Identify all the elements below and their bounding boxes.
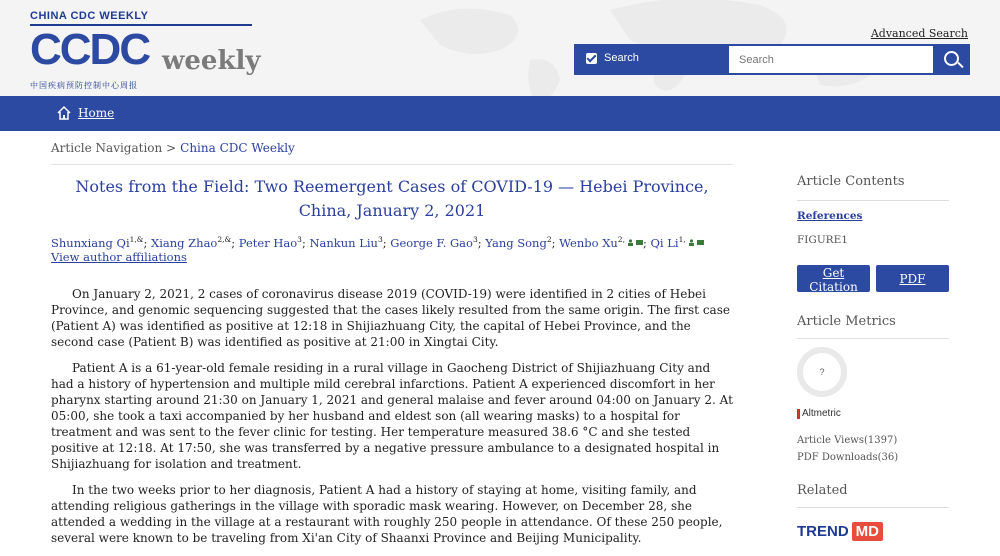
search-icon (944, 51, 959, 66)
article-metrics-heading: Article Metrics (797, 314, 896, 329)
body-paragraph: In the two weeks prior to her diagnosis, Patient A had a history of staying at home, visiting family, and attending religious gatherings in the village with sporadic mask wearing. However, on December 28, she attended a wedding in the village at a restaurant with roughly 250 people in attendance. Of these 250 people, several were known to be traveling from Xi'an City of Shaanxi Province and Beijing Municipality. (51, 483, 723, 545)
author-sep: ; (231, 235, 236, 250)
author-sep: ; (477, 235, 482, 250)
author-sup: 1, (678, 235, 686, 244)
search-input[interactable] (729, 46, 933, 73)
logo-main-text: CCDC (30, 25, 150, 74)
main-navbar (0, 96, 1000, 131)
article-body (51, 286, 733, 556)
pdf-downloads: PDF Downloads(36) (797, 452, 899, 463)
trendmd-md: MD (852, 522, 883, 541)
home-link-label: Home (78, 106, 115, 120)
author-sup: 3 (472, 235, 478, 244)
author-link[interactable]: Nankun Liu (309, 235, 378, 250)
trendmd-trend: TREND (797, 523, 849, 540)
breadcrumb (51, 141, 295, 155)
corresponding-author-icon[interactable] (627, 239, 634, 246)
get-citation-button[interactable]: Get Citation (797, 265, 870, 292)
author-sup: 2 (546, 235, 552, 244)
author-link[interactable]: Xiang Zhao (151, 235, 218, 250)
figure-link[interactable]: FIGURE1 (797, 234, 848, 246)
altmetric-score: ? (819, 367, 825, 377)
view-affiliations-link[interactable]: View author affiliations (51, 250, 187, 264)
references-link[interactable]: References (797, 210, 863, 222)
search-button[interactable] (936, 46, 968, 73)
logo-top-text: CHINA CDC WEEKLY (30, 10, 149, 22)
article-title: Notes from the Field: Two Reemergent Cases of COVID-19 — Hebei Province, China, January 2, 2021 (75, 177, 709, 220)
breadcrumb-label: Article Navigation > (51, 141, 177, 155)
ccdc-weekly-logo[interactable] (30, 8, 270, 90)
search-label: Search (604, 52, 639, 64)
email-icon[interactable] (697, 239, 704, 246)
author-sep: ; (551, 235, 556, 250)
body-paragraph: Patient A is a 61-year-old female residing in a rural village in Gaocheng District of Shijiazhuang City and had a history of hypertension and multiple mild cerebral infarctions. Patient A experienced discomfort in her pharynx starting around 21:30 on January 1, 2021 and general malaise and fever around 04:00 on January 2. At 05:00, she took a taxi accompanied by her husband and eldest son (all wearing masks) to a hospital for treatment and was sent to the fever clinic for testing. Her temperature measured 38.6 °C and she tested positive at 12:18. At 17:50, she was transferred by a negative pressure ambulance to a designated hospital in Shijiazhuang for isolation and treatment. (51, 361, 733, 471)
search-checkbox[interactable] (586, 53, 597, 64)
search-bar (574, 44, 970, 75)
author-sup: 2, (617, 235, 625, 244)
body-paragraph: On January 2, 2021, 2 cases of coronavirus disease 2019 (COVID-19) were identified in 2 cities of Hebei Province, and genomic sequencing suggested that the cases likely resulted from the same origin. The first case (Patient A) was identified as positive at 12:18 in Shijiazhuang City, the capital of Hebei Province, and the second case (Patient B) was identified as positive at 21:00 in Xingtai City. (51, 287, 730, 349)
related-heading: Related (797, 483, 848, 498)
author-link[interactable]: Shunxiang Qi (51, 235, 130, 250)
logo-weekly-text: weekly (162, 46, 261, 76)
author-link[interactable]: Yang Song (485, 235, 547, 250)
author-sup: 3 (297, 235, 302, 244)
author-sep: ; (143, 235, 148, 250)
author-sep: ; (642, 235, 647, 250)
breadcrumb-link-journal[interactable]: China CDC Weekly (180, 141, 295, 155)
article-contents-heading: Article Contents (797, 174, 905, 189)
author-link[interactable]: George F. Gao (390, 235, 473, 250)
search-icon-handle (957, 62, 963, 68)
home-link[interactable] (56, 105, 114, 121)
author-sup: 2,& (217, 235, 232, 244)
author-sep: ; (301, 235, 306, 250)
author-link[interactable]: Wenbo Xu (559, 235, 618, 250)
author-sup: 3 (377, 235, 383, 244)
sidebar-divider (797, 200, 949, 201)
author-link[interactable]: Peter Hao (238, 235, 298, 250)
trendmd-logo (797, 522, 883, 541)
altmetric-label: Altmetric (802, 408, 841, 419)
breadcrumb-divider (51, 164, 733, 165)
article-views: Article Views(1397) (797, 435, 898, 446)
sidebar-divider (797, 507, 949, 508)
pdf-button[interactable]: PDF (876, 265, 949, 292)
site-header (0, 0, 1000, 96)
corresponding-author-icon[interactable] (688, 239, 695, 246)
author-link[interactable]: Qi Li (650, 235, 679, 250)
logo-chinese-text: 中国疾病预防控制中心周报 (30, 81, 138, 90)
author-list (51, 232, 741, 251)
altmetric-badge[interactable] (797, 408, 841, 419)
altmetric-donut[interactable] (797, 347, 847, 397)
email-icon[interactable] (636, 239, 643, 246)
advanced-search-link[interactable]: Advanced Search (870, 27, 968, 40)
altmetric-icon (797, 409, 800, 419)
home-icon (56, 105, 72, 121)
author-sup: 1,& (129, 235, 144, 244)
sidebar-divider (797, 338, 949, 339)
author-sep: ; (382, 235, 387, 250)
